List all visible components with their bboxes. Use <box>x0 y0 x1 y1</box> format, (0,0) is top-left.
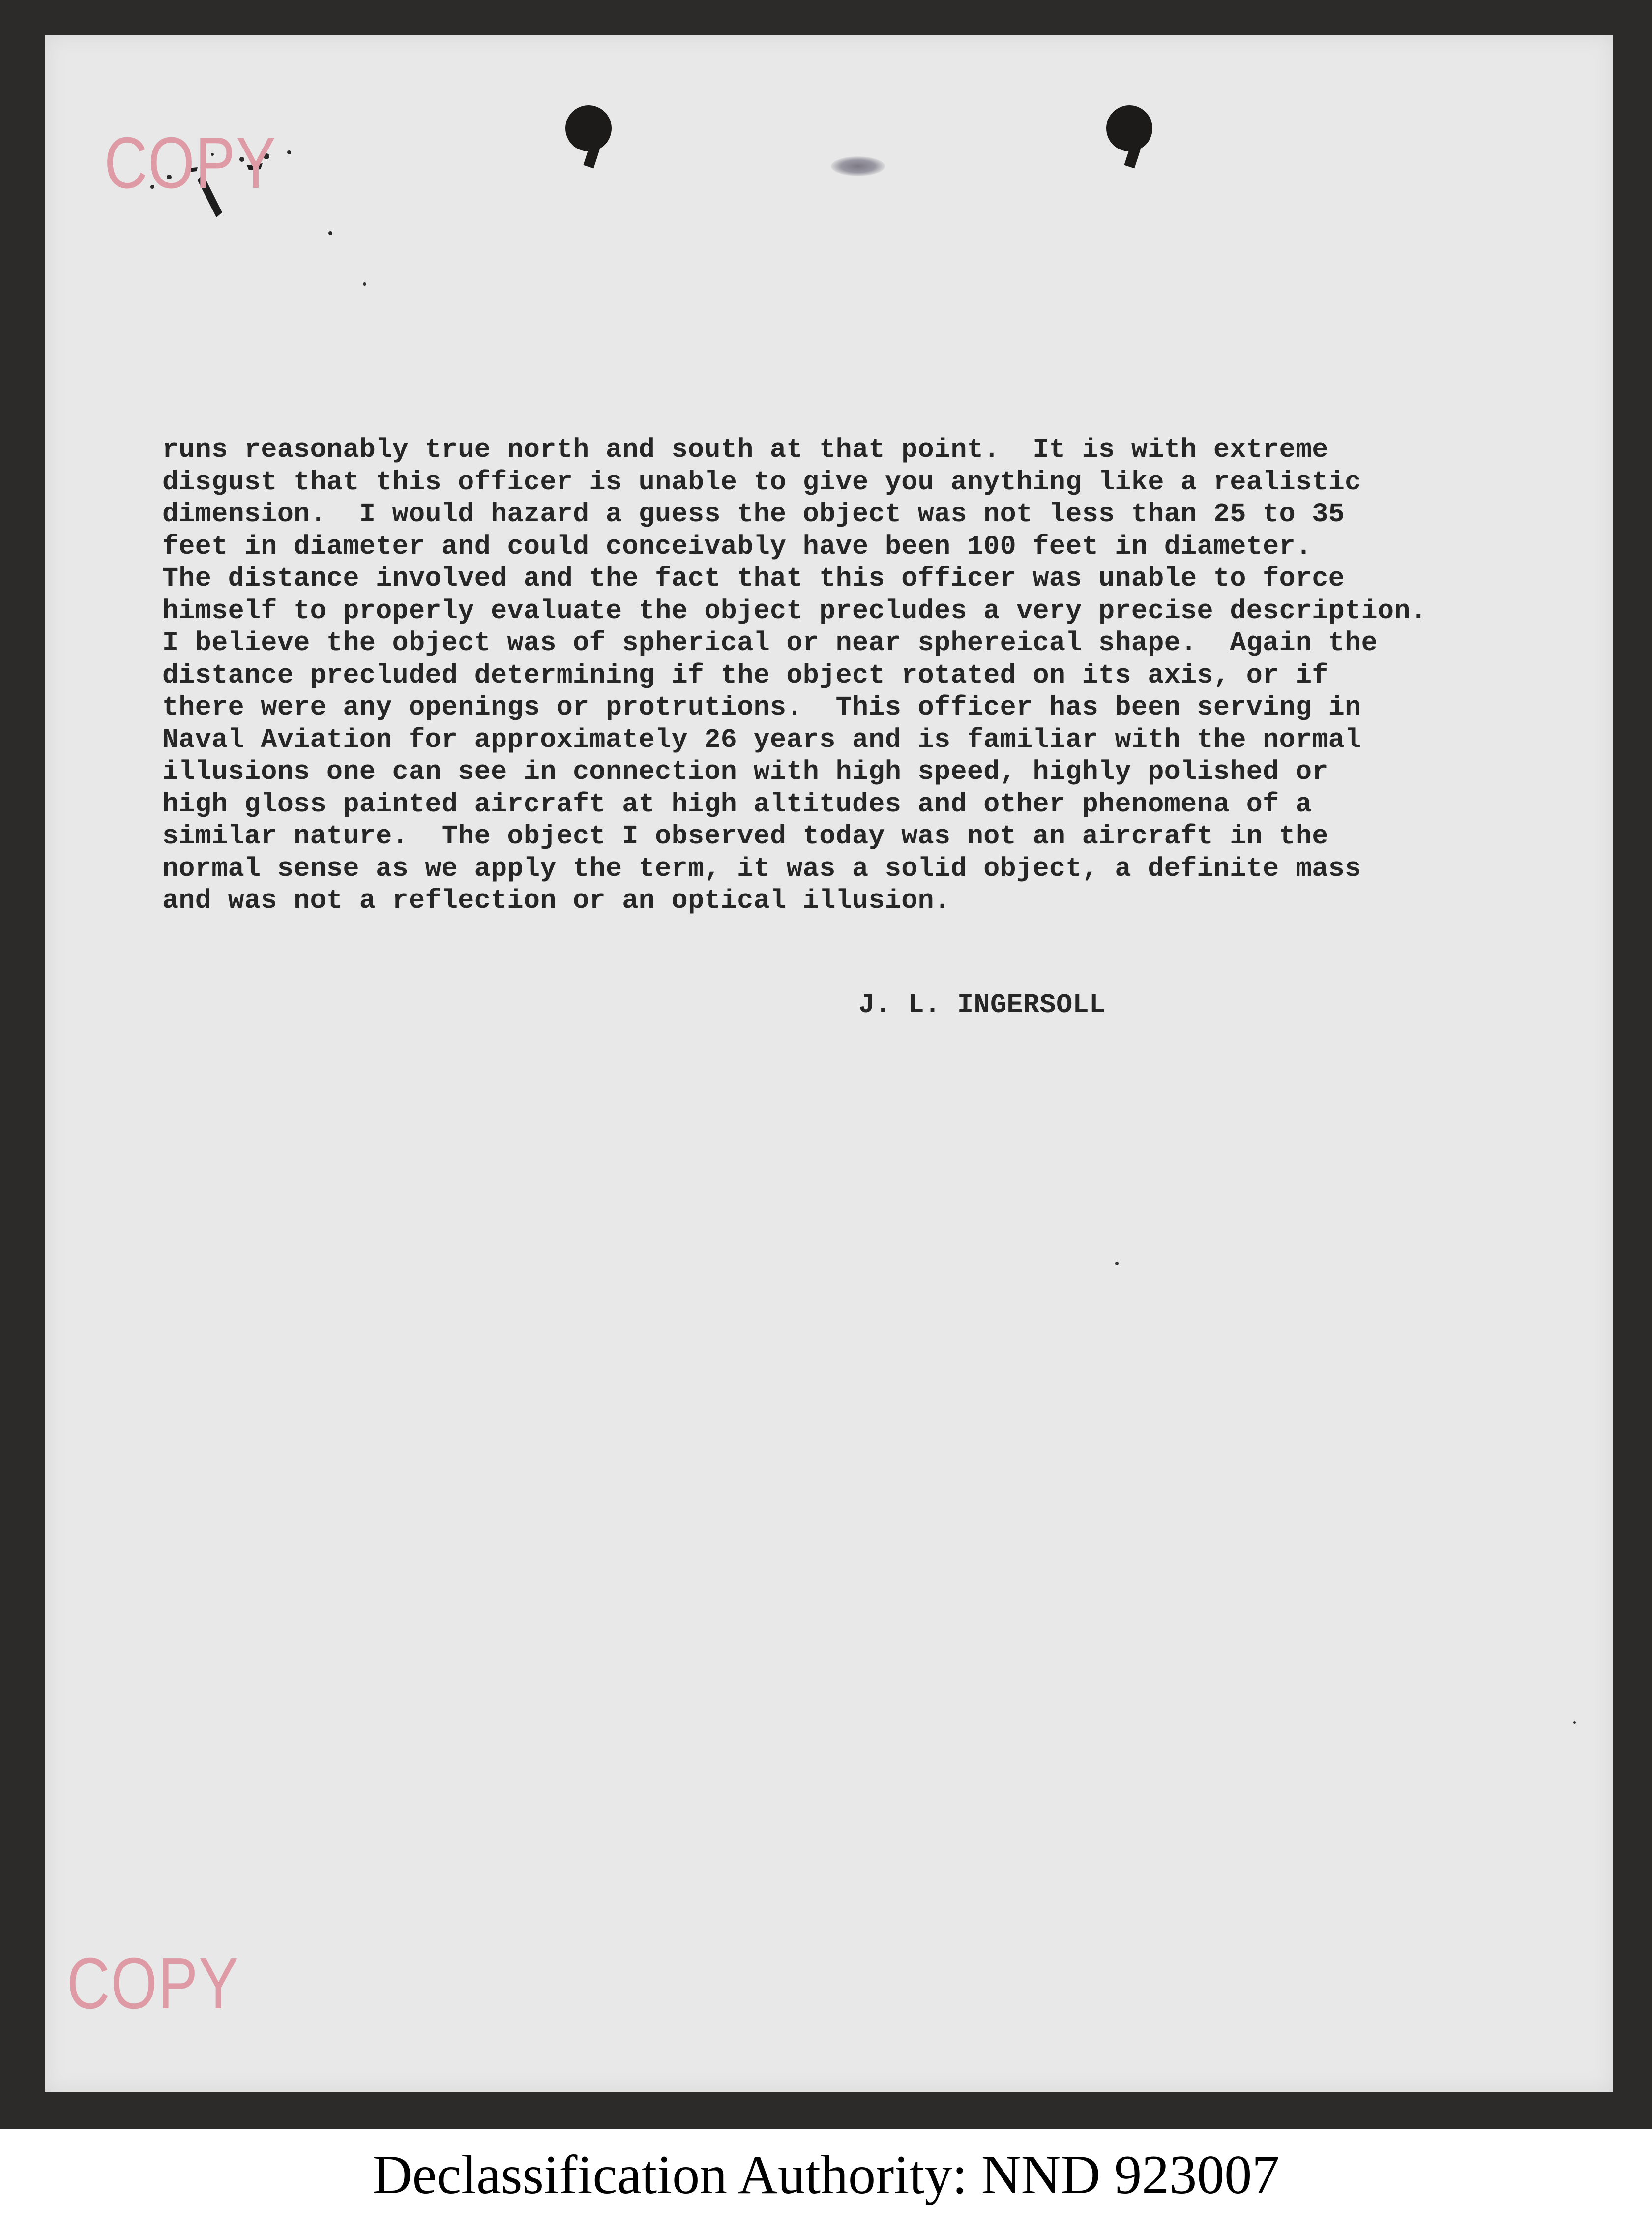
body-line: himself to properly evaluate the object precludes a very precise description. <box>162 595 1427 626</box>
body-line: dimension. I would hazard a guess the object was not less than 25 to 35 <box>162 499 1345 530</box>
punch-hole-left <box>565 105 612 151</box>
body-line: high gloss painted aircraft at high altitudes and other phenomena of a <box>162 788 1312 820</box>
ink-smudge <box>831 156 885 176</box>
body-line: and was not a reflection or an optical illusion. <box>162 885 951 916</box>
body-line: distance precluded determining if the object rotated on its axis, or if <box>162 659 1328 691</box>
body-line: The distance involved and the fact that this officer was unable to force <box>162 563 1345 594</box>
body-line: feet in diameter and could conceivably have been 100 feet in diameter. <box>162 531 1312 562</box>
signature-name: J. L. INGERSOLL <box>858 989 1106 1020</box>
body-line: runs reasonably true north and south at that point. It is with extreme <box>162 434 1328 465</box>
body-line: normal sense as we apply the term, it was a solid object, a definite mass <box>162 853 1361 884</box>
body-line: Naval Aviation for approximately 26 years and is familiar with the normal <box>162 724 1361 755</box>
declassification-caption: Declassification Authority: NND 923007 <box>372 2145 1280 2205</box>
document-page <box>45 35 1613 2092</box>
paper-speck <box>363 282 366 286</box>
copy-stamp-top: COPY <box>104 122 277 204</box>
body-line: disgust that this officer is unable to give you anything like a realistic <box>162 466 1361 498</box>
paper-speck <box>1115 1262 1119 1265</box>
punch-hole-right <box>1106 105 1152 151</box>
body-line: illusions one can see in connection with high speed, highly polished or <box>162 756 1328 787</box>
body-line: there were any openings or protrutions. This officer has been serving in <box>162 692 1361 723</box>
copy-stamp-bottom: COPY <box>67 1943 239 2024</box>
body-line: similar nature. The object I observed today was not an aircraft in the <box>162 821 1328 852</box>
memo-body <box>162 434 1514 917</box>
body-line: I believe the object was of spherical or near sphereical shape. Again the <box>162 627 1378 658</box>
paper-speck <box>1573 1721 1576 1724</box>
